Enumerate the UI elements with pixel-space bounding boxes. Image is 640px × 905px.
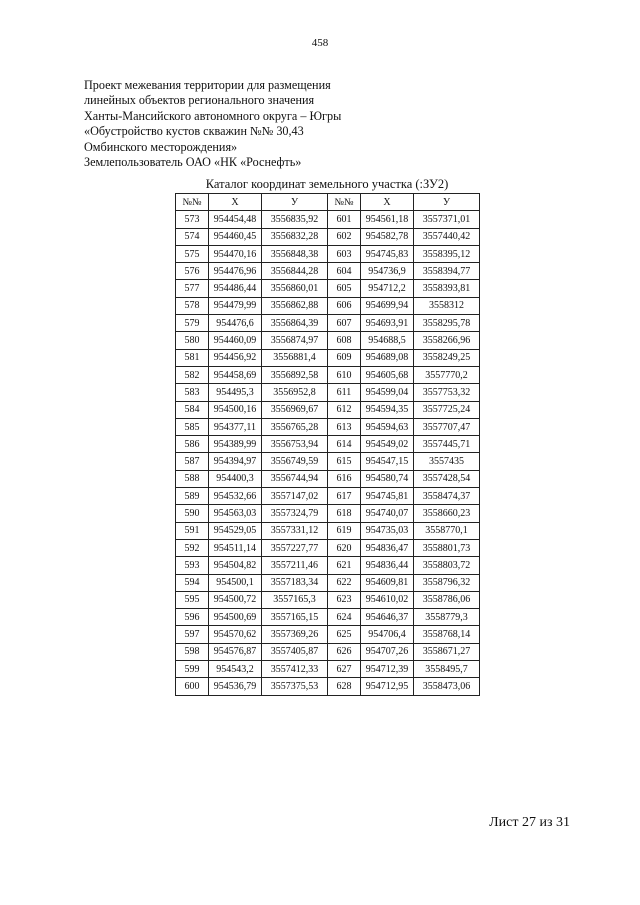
y-coordinate-cell: 3558495,7 (414, 661, 480, 678)
table-row (176, 488, 480, 505)
y-coordinate-cell: 3558768,14 (414, 626, 480, 643)
x-coordinate-cell: 954456,92 (209, 349, 262, 366)
point-number-cell: 598 (176, 643, 209, 660)
x-coordinate-cell: 954594,63 (361, 418, 414, 435)
y-coordinate-cell: 3556848,38 (262, 245, 328, 262)
point-number-cell: 603 (328, 245, 361, 262)
table-row (176, 678, 480, 695)
y-coordinate-cell: 3556952,8 (262, 384, 328, 401)
x-coordinate-cell: 954476,96 (209, 263, 262, 280)
x-coordinate-cell: 954511,14 (209, 539, 262, 556)
x-coordinate-cell: 954736,9 (361, 263, 414, 280)
y-coordinate-cell: 3557445,71 (414, 436, 480, 453)
x-coordinate-cell: 954570,62 (209, 626, 262, 643)
point-number-cell: 576 (176, 263, 209, 280)
x-coordinate-cell: 954460,09 (209, 332, 262, 349)
y-coordinate-cell: 3558796,32 (414, 574, 480, 591)
point-number-cell: 579 (176, 315, 209, 332)
x-coordinate-cell: 954547,15 (361, 453, 414, 470)
y-coordinate-cell: 3556881,4 (262, 349, 328, 366)
y-coordinate-cell: 3557211,46 (262, 557, 328, 574)
point-number-cell: 592 (176, 539, 209, 556)
point-number-cell: 573 (176, 211, 209, 228)
y-coordinate-cell: 3557707,47 (414, 418, 480, 435)
x-coordinate-cell: 954532,66 (209, 488, 262, 505)
point-number-cell: 595 (176, 591, 209, 608)
x-coordinate-cell: 954394,97 (209, 453, 262, 470)
table-row (176, 522, 480, 539)
y-coordinate-cell: 3556892,58 (262, 366, 328, 383)
header-line: «Обустройство кустов скважин №№ 30,43 (84, 124, 304, 139)
y-coordinate-cell: 3558295,78 (414, 315, 480, 332)
y-coordinate-cell: 3558803,72 (414, 557, 480, 574)
point-number-cell: 610 (328, 366, 361, 383)
y-coordinate-cell: 3557371,01 (414, 211, 480, 228)
point-number-cell: 612 (328, 401, 361, 418)
x-coordinate-cell: 954563,03 (209, 505, 262, 522)
point-number-cell: 594 (176, 574, 209, 591)
point-number-cell: 621 (328, 557, 361, 574)
point-number-cell: 625 (328, 626, 361, 643)
point-number-cell: 602 (328, 228, 361, 245)
header-line: Омбинского месторождения» (84, 139, 238, 154)
y-coordinate-cell: 3557165,3 (262, 591, 328, 608)
table-row (176, 280, 480, 297)
y-coordinate-cell: 3556862,88 (262, 297, 328, 314)
y-coordinate-cell: 3556753,94 (262, 436, 328, 453)
point-number-cell: 623 (328, 591, 361, 608)
y-coordinate-cell: 3557412,33 (262, 661, 328, 678)
y-coordinate-cell: 3558660,23 (414, 505, 480, 522)
point-number-cell: 600 (176, 678, 209, 695)
y-coordinate-cell: 3558779,3 (414, 609, 480, 626)
x-coordinate-cell: 954610,02 (361, 591, 414, 608)
y-coordinate-cell: 3557369,26 (262, 626, 328, 643)
y-coordinate-cell: 3557227,77 (262, 539, 328, 556)
x-coordinate-cell: 954400,3 (209, 470, 262, 487)
point-number-cell: 582 (176, 366, 209, 383)
table-row (176, 557, 480, 574)
point-number-cell: 614 (328, 436, 361, 453)
table-header-row (176, 194, 480, 211)
point-number-cell: 578 (176, 297, 209, 314)
point-number-cell: 615 (328, 453, 361, 470)
y-coordinate-cell: 3556844,28 (262, 263, 328, 280)
y-coordinate-cell: 3556765,28 (262, 418, 328, 435)
page-number: 458 (311, 37, 329, 49)
x-coordinate-cell: 954504,82 (209, 557, 262, 574)
point-number-cell: 620 (328, 539, 361, 556)
x-coordinate-cell: 954576,87 (209, 643, 262, 660)
point-number-cell: 616 (328, 470, 361, 487)
x-coordinate-cell: 954740,07 (361, 505, 414, 522)
point-number-cell: 581 (176, 349, 209, 366)
point-number-cell: 622 (328, 574, 361, 591)
table-row (176, 626, 480, 643)
table-row (176, 211, 480, 228)
y-coordinate-cell: 3556874,97 (262, 332, 328, 349)
x-coordinate-cell: 954580,74 (361, 470, 414, 487)
y-coordinate-cell: 3557165,15 (262, 609, 328, 626)
point-number-cell: 601 (328, 211, 361, 228)
y-coordinate-cell: 3557770,2 (414, 366, 480, 383)
table-row (176, 505, 480, 522)
y-coordinate-cell: 3556969,67 (262, 401, 328, 418)
x-coordinate-cell: 954458,69 (209, 366, 262, 383)
point-number-cell: 599 (176, 661, 209, 678)
y-coordinate-cell: 3557324,79 (262, 505, 328, 522)
catalog-title: Каталог координат земельного участка (:ЗУ2) (205, 177, 449, 191)
header-line: Землепользователь ОАО «НК «Роснефть» (84, 155, 302, 170)
point-number-cell: 618 (328, 505, 361, 522)
y-coordinate-cell: 3558393,81 (414, 280, 480, 297)
y-coordinate-cell: 3557428,54 (414, 470, 480, 487)
sheet-label: Лист 27 из 31 (489, 815, 570, 830)
table-row (176, 297, 480, 314)
table-row (176, 366, 480, 383)
point-number-cell: 617 (328, 488, 361, 505)
x-coordinate-cell: 954712,2 (361, 280, 414, 297)
x-coordinate-cell: 954536,79 (209, 678, 262, 695)
x-coordinate-cell: 954707,26 (361, 643, 414, 660)
point-number-cell: 577 (176, 280, 209, 297)
x-coordinate-cell: 954454,48 (209, 211, 262, 228)
y-coordinate-cell: 3556835,92 (262, 211, 328, 228)
point-number-cell: 609 (328, 349, 361, 366)
y-coordinate-cell: 3558249,25 (414, 349, 480, 366)
table-row (176, 436, 480, 453)
point-number-cell: 591 (176, 522, 209, 539)
table-row (176, 609, 480, 626)
point-number-cell: 624 (328, 609, 361, 626)
x-coordinate-cell: 954377,11 (209, 418, 262, 435)
x-coordinate-cell: 954706,4 (361, 626, 414, 643)
x-coordinate-cell: 954745,83 (361, 245, 414, 262)
y-coordinate-cell: 3558394,77 (414, 263, 480, 280)
point-number-cell: 596 (176, 609, 209, 626)
y-coordinate-cell: 3558312 (414, 297, 480, 314)
y-coordinate-cell: 3557183,34 (262, 574, 328, 591)
point-number-cell: 584 (176, 401, 209, 418)
project-header (84, 78, 341, 170)
table-body (176, 211, 480, 695)
x-coordinate-cell: 954836,44 (361, 557, 414, 574)
x-coordinate-cell: 954693,91 (361, 315, 414, 332)
x-coordinate-cell: 954460,45 (209, 228, 262, 245)
y-coordinate-cell: 3557405,87 (262, 643, 328, 660)
point-number-cell: 574 (176, 228, 209, 245)
point-number-cell: 626 (328, 643, 361, 660)
y-coordinate-cell: 3557147,02 (262, 488, 328, 505)
table-row (176, 574, 480, 591)
point-number-cell: 611 (328, 384, 361, 401)
x-coordinate-cell: 954836,47 (361, 539, 414, 556)
point-number-cell: 590 (176, 505, 209, 522)
column-header-number: №№ (176, 194, 209, 211)
table-row (176, 591, 480, 608)
x-coordinate-cell: 954594,35 (361, 401, 414, 418)
column-header-x: X (209, 194, 262, 211)
x-coordinate-cell: 954689,08 (361, 349, 414, 366)
column-header-y: У (414, 194, 480, 211)
x-coordinate-cell: 954646,37 (361, 609, 414, 626)
point-number-cell: 575 (176, 245, 209, 262)
point-number-cell: 589 (176, 488, 209, 505)
y-coordinate-cell: 3558266,96 (414, 332, 480, 349)
y-coordinate-cell: 3556860,01 (262, 280, 328, 297)
x-coordinate-cell: 954389,99 (209, 436, 262, 453)
table-row (176, 453, 480, 470)
x-coordinate-cell: 954609,81 (361, 574, 414, 591)
y-coordinate-cell: 3558801,73 (414, 539, 480, 556)
y-coordinate-cell: 3558786,06 (414, 591, 480, 608)
x-coordinate-cell: 954712,39 (361, 661, 414, 678)
point-number-cell: 585 (176, 418, 209, 435)
x-coordinate-cell: 954486,44 (209, 280, 262, 297)
y-coordinate-cell: 3556864,39 (262, 315, 328, 332)
point-number-cell: 587 (176, 453, 209, 470)
point-number-cell: 628 (328, 678, 361, 695)
x-coordinate-cell: 954688,5 (361, 332, 414, 349)
x-coordinate-cell: 954479,99 (209, 297, 262, 314)
x-coordinate-cell: 954699,94 (361, 297, 414, 314)
y-coordinate-cell: 3557753,32 (414, 384, 480, 401)
point-number-cell: 604 (328, 263, 361, 280)
table-row (176, 384, 480, 401)
coordinates-table (175, 193, 480, 696)
x-coordinate-cell: 954495,3 (209, 384, 262, 401)
point-number-cell: 583 (176, 384, 209, 401)
x-coordinate-cell: 954500,16 (209, 401, 262, 418)
y-coordinate-cell: 3558474,37 (414, 488, 480, 505)
table-row (176, 332, 480, 349)
y-coordinate-cell: 3558770,1 (414, 522, 480, 539)
y-coordinate-cell: 3557375,53 (262, 678, 328, 695)
table-row (176, 349, 480, 366)
y-coordinate-cell: 3557331,12 (262, 522, 328, 539)
x-coordinate-cell: 954582,78 (361, 228, 414, 245)
x-coordinate-cell: 954745,81 (361, 488, 414, 505)
x-coordinate-cell: 954470,16 (209, 245, 262, 262)
point-number-cell: 613 (328, 418, 361, 435)
table-row (176, 245, 480, 262)
y-coordinate-cell: 3558473,06 (414, 678, 480, 695)
x-coordinate-cell: 954500,1 (209, 574, 262, 591)
point-number-cell: 607 (328, 315, 361, 332)
point-number-cell: 588 (176, 470, 209, 487)
column-header-x: X (361, 194, 414, 211)
y-coordinate-cell: 3557435 (414, 453, 480, 470)
header-line: Проект межевания территории для размещения (84, 78, 331, 92)
y-coordinate-cell: 3557440,42 (414, 228, 480, 245)
x-coordinate-cell: 954735,03 (361, 522, 414, 539)
x-coordinate-cell: 954500,69 (209, 609, 262, 626)
point-number-cell: 627 (328, 661, 361, 678)
y-coordinate-cell: 3558671,27 (414, 643, 480, 660)
table-row (176, 401, 480, 418)
x-coordinate-cell: 954543,2 (209, 661, 262, 678)
x-coordinate-cell: 954599,04 (361, 384, 414, 401)
x-coordinate-cell: 954500,72 (209, 591, 262, 608)
table-row (176, 263, 480, 280)
table-row (176, 228, 480, 245)
y-coordinate-cell: 3556744,94 (262, 470, 328, 487)
y-coordinate-cell: 3558395,12 (414, 245, 480, 262)
table-row (176, 418, 480, 435)
x-coordinate-cell: 954712,95 (361, 678, 414, 695)
column-header-y: У (262, 194, 328, 211)
x-coordinate-cell: 954561,18 (361, 211, 414, 228)
point-number-cell: 608 (328, 332, 361, 349)
y-coordinate-cell: 3556832,28 (262, 228, 328, 245)
x-coordinate-cell: 954529,05 (209, 522, 262, 539)
point-number-cell: 597 (176, 626, 209, 643)
table-row (176, 315, 480, 332)
point-number-cell: 586 (176, 436, 209, 453)
point-number-cell: 619 (328, 522, 361, 539)
y-coordinate-cell: 3556749,59 (262, 453, 328, 470)
table-row (176, 643, 480, 660)
x-coordinate-cell: 954476,6 (209, 315, 262, 332)
point-number-cell: 605 (328, 280, 361, 297)
point-number-cell: 593 (176, 557, 209, 574)
point-number-cell: 580 (176, 332, 209, 349)
header-line: линейных объектов регионального значения (84, 93, 315, 108)
column-header-number: №№ (328, 194, 361, 211)
x-coordinate-cell: 954605,68 (361, 366, 414, 383)
header-line: Ханты-Мансийского автономного округа – Югры (84, 108, 342, 123)
point-number-cell: 606 (328, 297, 361, 314)
x-coordinate-cell: 954549,02 (361, 436, 414, 453)
table-row (176, 661, 480, 678)
y-coordinate-cell: 3557725,24 (414, 401, 480, 418)
table-row (176, 470, 480, 487)
table-row (176, 539, 480, 556)
